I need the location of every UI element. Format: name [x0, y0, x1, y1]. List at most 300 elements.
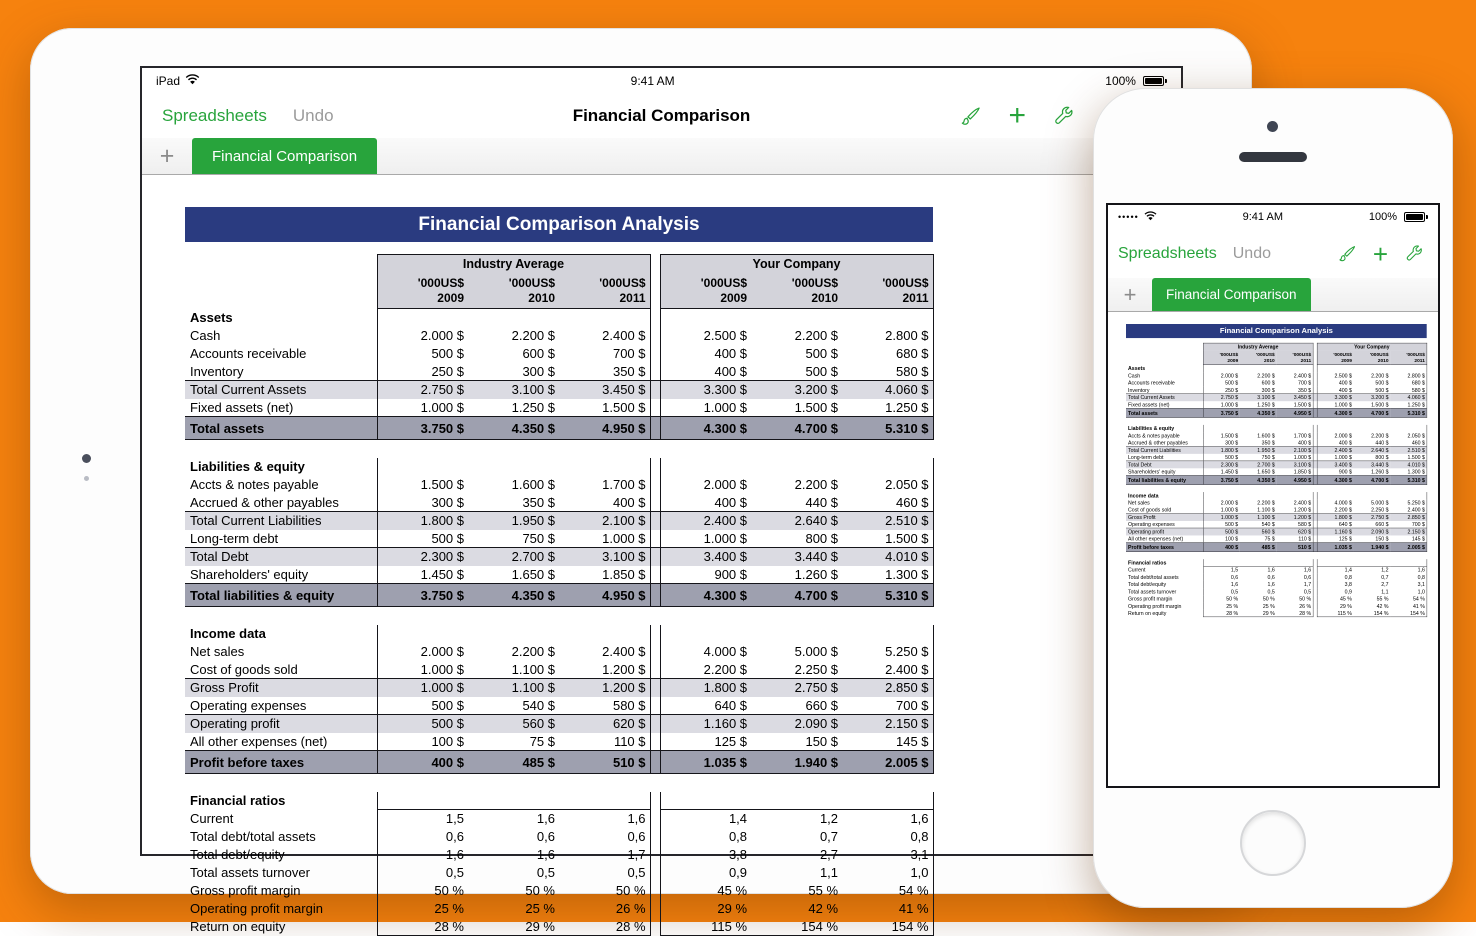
value-cell[interactable]	[1203, 425, 1240, 432]
value-cell[interactable]	[1390, 559, 1427, 566]
value-cell[interactable]	[468, 458, 559, 476]
row-label[interactable]: Gross Profit	[185, 679, 377, 697]
value-cell[interactable]: 1,0	[1390, 588, 1427, 595]
value-cell[interactable]: 1,2	[1354, 566, 1391, 573]
value-cell[interactable]: 350 $	[559, 363, 650, 381]
row-label[interactable]: Current	[1128, 566, 1146, 573]
value-cell[interactable]	[660, 458, 751, 476]
value-cell[interactable]: 50 %	[1276, 595, 1313, 602]
value-cell[interactable]	[1390, 492, 1427, 499]
value-cell[interactable]: 640 $	[660, 697, 751, 715]
value-cell[interactable]: 0,8	[1390, 573, 1427, 580]
value-cell[interactable]: 0,6	[377, 828, 468, 846]
value-cell[interactable]: 2.200 $	[794, 477, 839, 492]
value-cell[interactable]: 4.000 $	[1317, 499, 1354, 506]
iphone-home-button[interactable]	[1240, 810, 1306, 876]
row-label[interactable]: Accts & notes payable	[190, 477, 319, 492]
row-label[interactable]: Income data	[1128, 492, 1159, 499]
value-cell[interactable]: 3.300 $	[1317, 394, 1354, 401]
value-cell[interactable]: 400 $	[1317, 439, 1354, 446]
value-cell[interactable]: 1,6	[468, 810, 559, 828]
value-cell[interactable]: 50 %	[377, 882, 468, 900]
value-cell[interactable]: 0,6	[1203, 573, 1240, 580]
value-cell[interactable]	[1354, 492, 1391, 499]
value-cell[interactable]: 1.100 $	[468, 679, 559, 697]
new-sheet-button[interactable]: +	[159, 141, 175, 170]
value-cell[interactable]: 500 $	[1203, 521, 1240, 528]
row-label[interactable]: Income data	[190, 626, 266, 641]
value-cell[interactable]: 2,7	[819, 847, 839, 862]
value-cell[interactable]: 3.200 $	[751, 381, 842, 399]
value-cell[interactable]: 500 $	[377, 715, 468, 733]
column-header[interactable]: '000US$ 2011	[559, 274, 650, 309]
value-cell[interactable]: 1.100 $	[1257, 506, 1275, 513]
value-cell[interactable]: 1.000 $	[559, 530, 650, 548]
value-cell[interactable]: 2.300 $	[377, 548, 468, 566]
value-cell[interactable]: 500 $	[1203, 454, 1240, 461]
value-cell[interactable]	[751, 792, 842, 810]
value-cell[interactable]: 0,5	[1267, 588, 1275, 595]
value-cell[interactable]: 1.000 $	[1203, 514, 1240, 521]
value-cell[interactable]: 1.250 $	[1390, 401, 1427, 408]
value-cell[interactable]: 500 $	[805, 363, 839, 379]
value-cell[interactable]: 750 $	[1261, 454, 1275, 461]
value-cell[interactable]: 2.300 $	[1203, 461, 1240, 468]
value-cell[interactable]: 2.850 $	[842, 679, 933, 697]
value-cell[interactable]: 4.350 $	[468, 584, 559, 607]
row-label[interactable]: Profit before taxes	[1126, 542, 1203, 551]
row-label[interactable]: Net sales	[190, 644, 245, 659]
row-label[interactable]: Accounts receivable	[190, 346, 307, 361]
value-cell[interactable]: 1.450 $	[1203, 468, 1240, 475]
value-cell[interactable]: 1.100 $	[1240, 514, 1277, 521]
row-label[interactable]: Total Current Assets	[1126, 394, 1203, 401]
value-cell[interactable]: 50 %	[559, 882, 650, 900]
value-cell[interactable]: 300 $	[1203, 439, 1240, 446]
value-cell[interactable]: 26 %	[559, 900, 650, 918]
value-cell[interactable]: 1.500 $	[559, 399, 650, 417]
value-cell[interactable]: 1.800 $	[1203, 446, 1240, 453]
value-cell[interactable]: 4.000 $	[660, 643, 751, 661]
column-header[interactable]: '000US$ 2011	[1276, 351, 1313, 365]
value-cell[interactable]: 2.200 $	[1257, 499, 1275, 506]
value-cell[interactable]: 75 $	[1264, 535, 1275, 542]
row-label[interactable]: Total Debt	[185, 548, 377, 566]
value-cell[interactable]: 1.000 $	[377, 679, 468, 697]
value-cell[interactable]: 600 $	[1261, 379, 1275, 386]
value-cell[interactable]: 1.300 $	[1390, 468, 1427, 475]
value-cell[interactable]: 41 %	[842, 900, 933, 918]
value-cell[interactable]: 1.160 $	[660, 715, 751, 733]
group-header[interactable]: Your Company	[660, 255, 933, 274]
value-cell[interactable]: 485 $	[1240, 542, 1277, 551]
value-cell[interactable]: 2.400 $	[1276, 499, 1313, 506]
row-label[interactable]: Total assets	[1126, 408, 1203, 417]
value-cell[interactable]: 1.940 $	[751, 751, 842, 774]
row-label[interactable]: Total liabilities & equity	[1126, 475, 1203, 484]
value-cell[interactable]: 5.250 $	[1390, 499, 1427, 506]
value-cell[interactable]: 3.450 $	[559, 381, 650, 399]
value-cell[interactable]: 3.750 $	[1203, 475, 1240, 484]
value-cell[interactable]	[1203, 559, 1240, 566]
value-cell[interactable]: 4.700 $	[1354, 475, 1391, 484]
value-cell[interactable]: 2.100 $	[559, 512, 650, 530]
value-cell[interactable]	[842, 792, 933, 810]
row-label[interactable]: Cost of goods sold	[190, 661, 298, 677]
value-cell[interactable]: 1.200 $	[1276, 506, 1313, 513]
value-cell[interactable]: 4.700 $	[751, 417, 842, 440]
value-cell[interactable]: 154 %	[1390, 610, 1427, 617]
value-cell[interactable]	[468, 625, 559, 643]
value-cell[interactable]: 110 $	[559, 733, 650, 751]
value-cell[interactable]: 2.200 $	[660, 661, 751, 679]
row-label[interactable]: All other expenses (net)	[1128, 535, 1184, 542]
value-cell[interactable]: 29 %	[660, 900, 751, 918]
group-header[interactable]: Industry Average	[377, 255, 650, 274]
value-cell[interactable]: 350 $	[522, 494, 555, 510]
value-cell[interactable]: 400 $	[1203, 542, 1240, 551]
column-header[interactable]: '000US$ 2010	[468, 274, 559, 309]
value-cell[interactable]: 1.000 $	[377, 399, 468, 417]
value-cell[interactable]: 1.000 $	[1276, 454, 1313, 461]
value-cell[interactable]: 2.000 $	[377, 327, 468, 345]
value-cell[interactable]: 400 $	[559, 494, 650, 512]
value-cell[interactable]: 4.010 $	[842, 548, 933, 566]
value-cell[interactable]: 500 $	[805, 346, 839, 361]
value-cell[interactable]: 2.250 $	[794, 661, 839, 677]
value-cell[interactable]: 620 $	[1276, 528, 1313, 535]
value-cell[interactable]: 4.300 $	[1317, 475, 1354, 484]
value-cell[interactable]: 2.400 $	[842, 661, 933, 679]
value-cell[interactable]: 2.000 $	[1203, 499, 1240, 506]
value-cell[interactable]: 460 $	[842, 494, 933, 512]
value-cell[interactable]: 440 $	[1375, 439, 1389, 446]
row-label[interactable]: All other expenses (net)	[190, 733, 328, 749]
row-label[interactable]: Gross Profit	[1126, 514, 1203, 521]
column-header[interactable]: '000US$ 2009	[660, 274, 751, 309]
value-cell[interactable]: 4.300 $	[660, 417, 751, 440]
value-cell[interactable]: 25 %	[525, 901, 555, 916]
value-cell[interactable]: 500 $	[1203, 379, 1240, 386]
value-cell[interactable]: 2.400 $	[559, 327, 650, 345]
value-cell[interactable]	[751, 458, 842, 476]
value-cell[interactable]: 2.090 $	[1354, 528, 1391, 535]
value-cell[interactable]: 510 $	[559, 751, 650, 774]
value-cell[interactable]: 2.750 $	[751, 679, 842, 697]
value-cell[interactable]: 250 $	[1203, 387, 1240, 394]
value-cell[interactable]	[1240, 559, 1277, 566]
row-label[interactable]: Long-term debt	[1128, 454, 1164, 461]
value-cell[interactable]: 1.260 $	[1371, 468, 1389, 475]
row-label[interactable]: Operating profit margin	[1128, 602, 1182, 610]
value-cell[interactable]: 1.200 $	[559, 661, 650, 679]
value-cell[interactable]: 100 $	[377, 733, 468, 751]
value-cell[interactable]: 1,5	[1203, 566, 1240, 573]
row-label[interactable]: Shareholders' equity	[190, 566, 309, 582]
value-cell[interactable]	[1317, 365, 1354, 372]
value-cell[interactable]: 400 $	[660, 345, 751, 363]
value-cell[interactable]: 1.000 $	[1203, 401, 1240, 408]
row-label[interactable]: Liabilities & equity	[190, 459, 305, 474]
value-cell[interactable]: 1.000 $	[660, 399, 751, 417]
value-cell[interactable]: 115 %	[660, 918, 751, 936]
value-cell[interactable]: 2.400 $	[1276, 372, 1313, 379]
value-cell[interactable]: 28 %	[377, 918, 468, 936]
value-cell[interactable]: 154 %	[842, 918, 933, 936]
value-cell[interactable]: 1.500 $	[1203, 432, 1240, 439]
value-cell[interactable]: 1.800 $	[660, 679, 751, 697]
value-cell[interactable]: 0,5	[559, 864, 650, 882]
value-cell[interactable]: 2.050 $	[1390, 432, 1427, 439]
value-cell[interactable]	[1203, 492, 1240, 499]
value-cell[interactable]: 42 %	[1376, 602, 1389, 610]
value-cell[interactable]: 2.000 $	[660, 476, 751, 494]
value-cell[interactable]: 145 $	[1390, 535, 1427, 542]
undo-button[interactable]: Undo	[1232, 244, 1271, 262]
value-cell[interactable]: 1.000 $	[377, 661, 468, 679]
value-cell[interactable]: 2.800 $	[842, 327, 933, 345]
value-cell[interactable]: 29 %	[468, 918, 559, 936]
value-cell[interactable]: 750 $	[522, 530, 555, 546]
value-cell[interactable]	[1240, 425, 1277, 432]
row-label[interactable]: Total assets turnover	[190, 865, 310, 880]
value-cell[interactable]: 50 %	[1262, 595, 1275, 602]
value-cell[interactable]: 2.400 $	[1390, 506, 1427, 513]
value-cell[interactable]: 2.000 $	[1203, 372, 1240, 379]
row-label[interactable]: Long-term debt	[190, 530, 279, 546]
value-cell[interactable]: 510 $	[1276, 542, 1313, 551]
row-label[interactable]: Total Current Liabilities	[1126, 446, 1203, 453]
row-label[interactable]: Total debt/total assets	[1128, 574, 1179, 581]
value-cell[interactable]: 50 %	[1203, 595, 1240, 602]
row-label[interactable]: Total debt/equity	[1128, 581, 1167, 588]
value-cell[interactable]: 250 $	[377, 363, 468, 381]
value-cell[interactable]: 0,7	[819, 829, 839, 844]
value-cell[interactable]: 1.800 $	[1317, 514, 1354, 521]
value-cell[interactable]: 2.000 $	[1317, 432, 1354, 439]
value-cell[interactable]	[842, 458, 933, 476]
value-cell[interactable]: 2.750 $	[377, 381, 468, 399]
value-cell[interactable]: 0,7	[1381, 574, 1389, 581]
value-cell[interactable]: 25 %	[1262, 602, 1275, 610]
value-cell[interactable]	[1240, 365, 1277, 372]
value-cell[interactable]: 50 %	[525, 883, 555, 898]
value-cell[interactable]: 0,8	[842, 828, 933, 846]
value-cell[interactable]: 560 $	[468, 715, 559, 733]
row-label[interactable]: Total debt/total assets	[190, 829, 316, 844]
row-label[interactable]: Inventory	[190, 363, 244, 379]
value-cell[interactable]: 45 %	[660, 882, 751, 900]
value-cell[interactable]: 1.250 $	[1257, 401, 1275, 408]
value-cell[interactable]: 1.940 $	[1354, 542, 1391, 551]
row-label[interactable]: Current	[190, 811, 234, 826]
value-cell[interactable]	[377, 309, 468, 327]
row-label[interactable]: Operating expenses	[1128, 521, 1175, 528]
new-sheet-button[interactable]: +	[1123, 281, 1137, 307]
row-label[interactable]: Operating profit	[1126, 528, 1203, 535]
row-label[interactable]: Cash	[1128, 372, 1141, 379]
value-cell[interactable]: 1.035 $	[1317, 542, 1354, 551]
value-cell[interactable]: 4.300 $	[1317, 408, 1354, 417]
value-cell[interactable]: 1.500 $	[1371, 401, 1389, 408]
row-label[interactable]: Accts & notes payable	[1128, 432, 1180, 439]
value-cell[interactable]: 4.700 $	[751, 584, 842, 607]
value-cell[interactable]	[1276, 559, 1313, 566]
value-cell[interactable]: 1.300 $	[842, 566, 933, 584]
value-cell[interactable]	[1317, 492, 1354, 499]
value-cell[interactable]	[660, 625, 751, 643]
value-cell[interactable]	[842, 625, 933, 643]
value-cell[interactable]: 0,5	[536, 865, 555, 880]
tools-wrench-button[interactable]	[1052, 105, 1075, 128]
value-cell[interactable]: 0,6	[1267, 574, 1275, 581]
value-cell[interactable]: 26 %	[1276, 602, 1313, 609]
value-cell[interactable]: 580 $	[559, 697, 650, 715]
value-cell[interactable]: 29 %	[1240, 610, 1277, 617]
value-cell[interactable]: 0,6	[536, 829, 555, 844]
value-cell[interactable]: 1.850 $	[559, 566, 650, 584]
value-cell[interactable]	[377, 458, 468, 476]
value-cell[interactable]: 4.060 $	[842, 381, 933, 399]
value-cell[interactable]: 1.160 $	[1317, 528, 1354, 535]
value-cell[interactable]: 2.200 $	[1371, 432, 1389, 439]
value-cell[interactable]: 2.005 $	[1390, 542, 1427, 551]
row-label[interactable]: Accounts receivable	[1128, 379, 1175, 386]
value-cell[interactable]: 1.850 $	[1276, 468, 1313, 475]
value-cell[interactable]: 1.950 $	[1240, 446, 1277, 453]
group-header[interactable]: Your Company	[1317, 343, 1427, 351]
row-label[interactable]: Return on equity	[1128, 610, 1167, 617]
row-label[interactable]: Cash	[190, 328, 221, 343]
row-label[interactable]: Gross profit margin	[190, 883, 301, 898]
spreadsheets-back-button[interactable]: Spreadsheets	[1118, 244, 1217, 262]
row-label[interactable]: Accrued & other payables	[190, 494, 339, 510]
value-cell[interactable]: 1,7	[1276, 581, 1313, 588]
row-label[interactable]: Accrued & other payables	[1128, 439, 1188, 446]
row-label[interactable]: Inventory	[1128, 387, 1150, 394]
value-cell[interactable]: 4.700 $	[1354, 408, 1391, 417]
value-cell[interactable]: 1,6	[842, 810, 933, 828]
value-cell[interactable]: 5.310 $	[1390, 408, 1427, 417]
value-cell[interactable]: 5.250 $	[842, 643, 933, 661]
row-label[interactable]: Total Current Assets	[185, 381, 377, 399]
value-cell[interactable]: 150 $	[1375, 535, 1389, 542]
value-cell[interactable]: 4.950 $	[1276, 408, 1313, 417]
value-cell[interactable]	[1354, 559, 1391, 566]
value-cell[interactable]: 500 $	[1375, 387, 1389, 394]
value-cell[interactable]: 1.600 $	[1257, 432, 1275, 439]
value-cell[interactable]: 2.640 $	[751, 512, 842, 530]
value-cell[interactable]	[1354, 365, 1391, 372]
value-cell[interactable]: 2.400 $	[559, 643, 650, 661]
row-label[interactable]: Assets	[190, 310, 233, 325]
value-cell[interactable]: 1,7	[559, 846, 650, 864]
value-cell[interactable]: 0,8	[1317, 573, 1354, 580]
value-cell[interactable]: 3.400 $	[660, 548, 751, 566]
value-cell[interactable]: 1.700 $	[559, 476, 650, 494]
value-cell[interactable]: 700 $	[842, 697, 933, 715]
sheet-title[interactable]: Financial Comparison Analysis	[1126, 324, 1427, 338]
value-cell[interactable]: 25 %	[1203, 602, 1240, 609]
row-label[interactable]: Financial ratios	[1128, 559, 1167, 566]
value-cell[interactable]: 2.200 $	[1257, 372, 1275, 379]
value-cell[interactable]: 0,5	[1203, 588, 1240, 595]
value-cell[interactable]: 3,8	[660, 846, 751, 864]
value-cell[interactable]	[1240, 492, 1277, 499]
value-cell[interactable]: 5.310 $	[842, 584, 933, 607]
value-cell[interactable]: 4.950 $	[559, 584, 650, 607]
value-cell[interactable]: 4.300 $	[660, 584, 751, 607]
value-cell[interactable]: 440 $	[805, 494, 839, 510]
row-label[interactable]: Net sales	[1128, 499, 1150, 506]
row-label[interactable]: Total Current Liabilities	[185, 512, 377, 530]
value-cell[interactable]: 2.800 $	[1390, 372, 1427, 379]
row-label[interactable]: Financial ratios	[190, 793, 286, 808]
value-cell[interactable]: 1,6	[559, 810, 650, 828]
value-cell[interactable]: 1.600 $	[511, 477, 555, 492]
add-button[interactable]: +	[1372, 238, 1388, 269]
spreadsheets-back-button[interactable]: Spreadsheets	[162, 106, 267, 125]
value-cell[interactable]: 1,5	[377, 810, 468, 828]
value-cell[interactable]: 600 $	[522, 346, 555, 361]
value-cell[interactable]: 1,6	[1203, 581, 1240, 588]
value-cell[interactable]: 1,6	[1240, 566, 1277, 573]
value-cell[interactable]: 5.000 $	[794, 644, 839, 659]
value-cell[interactable]: 4.350 $	[1240, 475, 1277, 484]
value-cell[interactable]: 700 $	[1276, 379, 1313, 386]
value-cell[interactable]: 1.650 $	[511, 566, 555, 582]
row-label[interactable]: Return on equity	[190, 919, 286, 934]
row-label[interactable]: Total assets turnover	[1128, 588, 1177, 595]
format-brush-button[interactable]	[959, 105, 982, 128]
value-cell[interactable]: 1.500 $	[1390, 454, 1427, 461]
value-cell[interactable]: 1,6	[536, 847, 555, 862]
value-cell[interactable]: 110 $	[1276, 535, 1313, 542]
value-cell[interactable]: 620 $	[559, 715, 650, 733]
value-cell[interactable]: 1.250 $	[511, 399, 555, 415]
value-cell[interactable]	[1317, 425, 1354, 432]
value-cell[interactable]: 680 $	[1390, 379, 1427, 386]
value-cell[interactable]: 660 $	[805, 697, 839, 713]
value-cell[interactable]	[751, 625, 842, 643]
column-header[interactable]: '000US$ 2009	[1317, 351, 1354, 365]
value-cell[interactable]: 400 $	[660, 494, 751, 512]
value-cell[interactable]: 154 %	[1354, 610, 1391, 617]
value-cell[interactable]: 3,8	[1317, 581, 1354, 588]
value-cell[interactable]	[559, 309, 650, 327]
value-cell[interactable]: 5.310 $	[842, 417, 933, 440]
value-cell[interactable]: 2.100 $	[1276, 446, 1313, 453]
value-cell[interactable]: 3.200 $	[1354, 394, 1391, 401]
value-cell[interactable]: 560 $	[1240, 528, 1277, 535]
value-cell[interactable]: 4.950 $	[1276, 475, 1313, 484]
value-cell[interactable]: 1,6	[377, 846, 468, 864]
value-cell[interactable]: 3.400 $	[1317, 461, 1354, 468]
value-cell[interactable]: 1.100 $	[511, 661, 555, 677]
value-cell[interactable]: 2.005 $	[842, 751, 933, 774]
value-cell[interactable]: 4.950 $	[559, 417, 650, 440]
value-cell[interactable]: 0,9	[660, 864, 751, 882]
value-cell[interactable]	[559, 625, 650, 643]
value-cell[interactable]: 1.500 $	[1276, 401, 1313, 408]
value-cell[interactable]	[468, 309, 559, 327]
value-cell[interactable]: 300 $	[1261, 387, 1275, 394]
value-cell[interactable]: 1.250 $	[842, 399, 933, 417]
value-cell[interactable]: 1.950 $	[468, 512, 559, 530]
value-cell[interactable]: 2.700 $	[1240, 461, 1277, 468]
value-cell[interactable]: 4.350 $	[468, 417, 559, 440]
value-cell[interactable]: 2.640 $	[1354, 446, 1391, 453]
